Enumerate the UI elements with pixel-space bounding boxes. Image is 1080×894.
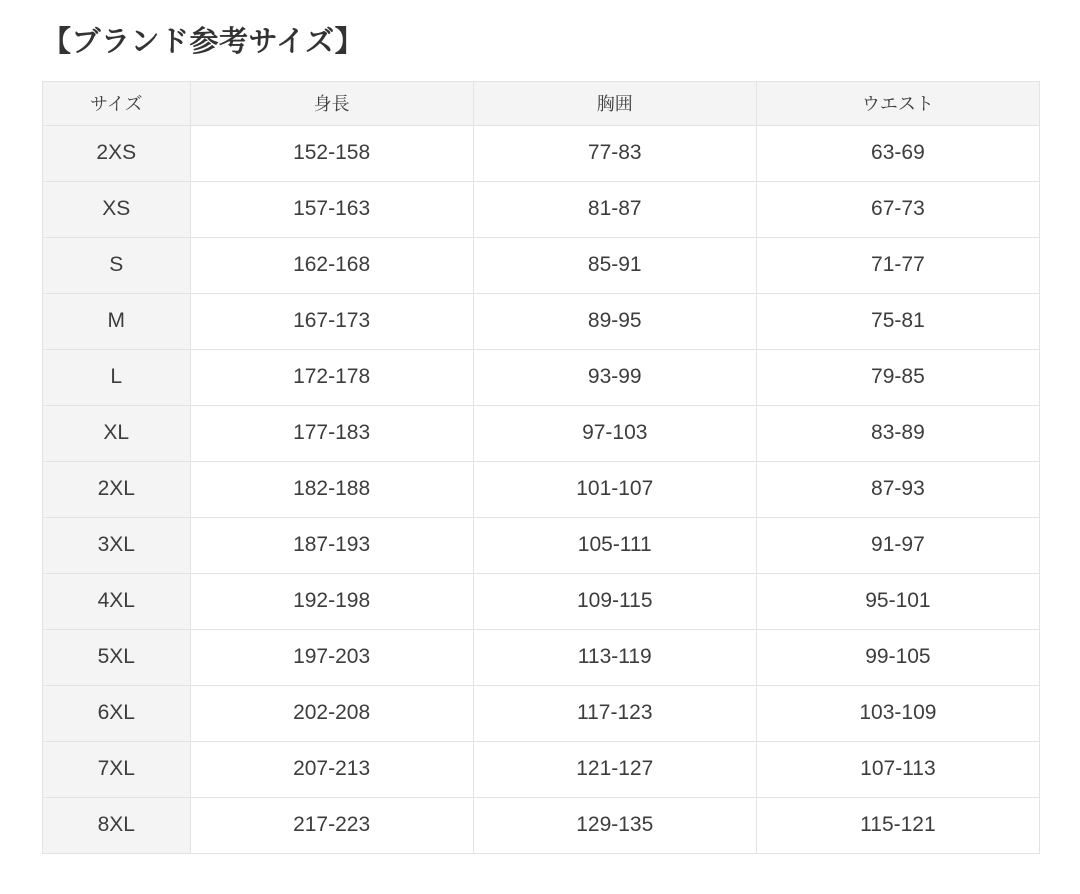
waist-cell: 79-85 — [756, 349, 1039, 405]
waist-cell: 95-101 — [756, 573, 1039, 629]
size-cell: XS — [43, 181, 191, 237]
height-cell: 172-178 — [190, 349, 473, 405]
height-cell: 162-168 — [190, 237, 473, 293]
table-row — [43, 573, 1040, 629]
size-cell: 2XS — [43, 125, 191, 181]
column-header-size: サイズ — [43, 81, 191, 125]
size-cell: XL — [43, 405, 191, 461]
chest-cell: 77-83 — [473, 125, 756, 181]
page-title: 【ブランド参考サイズ】 — [42, 26, 365, 58]
column-header-waist: ウエスト — [756, 81, 1039, 125]
table-row — [43, 685, 1040, 741]
waist-cell: 107-113 — [756, 741, 1039, 797]
size-cell: M — [43, 293, 191, 349]
column-header-height: 身長 — [190, 81, 473, 125]
table-row — [43, 349, 1040, 405]
table-row — [43, 797, 1040, 853]
size-cell: L — [43, 349, 191, 405]
chest-cell: 117-123 — [473, 685, 756, 741]
height-cell: 167-173 — [190, 293, 473, 349]
height-cell: 187-193 — [190, 517, 473, 573]
table-row — [43, 405, 1040, 461]
height-cell: 207-213 — [190, 741, 473, 797]
waist-cell: 67-73 — [756, 181, 1039, 237]
column-header-chest: 胸囲 — [473, 81, 756, 125]
waist-cell: 75-81 — [756, 293, 1039, 349]
table-row — [43, 741, 1040, 797]
chest-cell: 105-111 — [473, 517, 756, 573]
height-cell: 152-158 — [190, 125, 473, 181]
chest-cell: 101-107 — [473, 461, 756, 517]
chest-cell: 121-127 — [473, 741, 756, 797]
table-row — [43, 517, 1040, 573]
waist-cell: 99-105 — [756, 629, 1039, 685]
table-body — [43, 125, 1040, 853]
height-cell: 157-163 — [190, 181, 473, 237]
height-cell: 197-203 — [190, 629, 473, 685]
size-cell: 7XL — [43, 741, 191, 797]
chest-cell: 85-91 — [473, 237, 756, 293]
size-cell: 4XL — [43, 573, 191, 629]
waist-cell: 87-93 — [756, 461, 1039, 517]
size-cell: 3XL — [43, 517, 191, 573]
table-row — [43, 293, 1040, 349]
table-row — [43, 181, 1040, 237]
chest-cell: 89-95 — [473, 293, 756, 349]
waist-cell: 63-69 — [756, 125, 1039, 181]
table-row — [43, 629, 1040, 685]
height-cell: 177-183 — [190, 405, 473, 461]
waist-cell: 91-97 — [756, 517, 1039, 573]
chest-cell: 97-103 — [473, 405, 756, 461]
size-cell: 8XL — [43, 797, 191, 853]
chest-cell: 113-119 — [473, 629, 756, 685]
table-header — [43, 81, 1040, 125]
header-row — [43, 81, 1040, 125]
size-cell: 6XL — [43, 685, 191, 741]
table-row — [43, 237, 1040, 293]
chest-cell: 81-87 — [473, 181, 756, 237]
chest-cell: 93-99 — [473, 349, 756, 405]
waist-cell: 71-77 — [756, 237, 1039, 293]
brand-size-table — [42, 81, 1040, 854]
height-cell: 217-223 — [190, 797, 473, 853]
table-row — [43, 461, 1040, 517]
waist-cell: 115-121 — [756, 797, 1039, 853]
chest-cell: 109-115 — [473, 573, 756, 629]
table-row — [43, 125, 1040, 181]
size-cell: S — [43, 237, 191, 293]
size-cell: 2XL — [43, 461, 191, 517]
waist-cell: 103-109 — [756, 685, 1039, 741]
waist-cell: 83-89 — [756, 405, 1039, 461]
height-cell: 192-198 — [190, 573, 473, 629]
size-cell: 5XL — [43, 629, 191, 685]
height-cell: 202-208 — [190, 685, 473, 741]
chest-cell: 129-135 — [473, 797, 756, 853]
height-cell: 182-188 — [190, 461, 473, 517]
